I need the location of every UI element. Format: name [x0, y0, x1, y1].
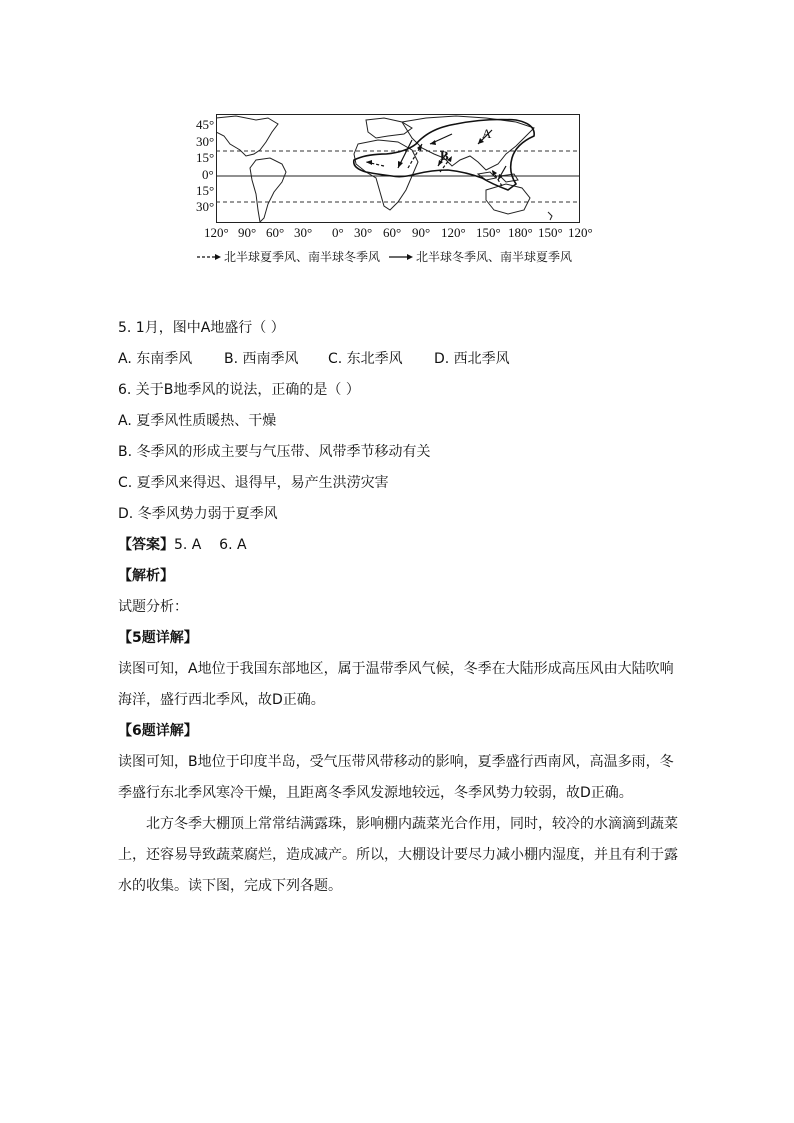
q6-analysis-heading: 【6题详解】	[118, 723, 198, 739]
question-6-option-d: D. 冬季风势力弱于夏季风	[118, 506, 278, 522]
lon-label: 120°	[441, 225, 466, 240]
lon-label: 150°	[538, 225, 563, 240]
passage-line: 水的收集。读下图，完成下列各题。	[118, 878, 342, 894]
solid-arrow-icon	[388, 252, 414, 262]
question-5-options	[118, 349, 678, 369]
lon-label: 150°	[476, 225, 501, 240]
map-drawing	[216, 114, 581, 224]
analysis-intro: 试题分析：	[118, 599, 188, 615]
question-6-option-c: C. 夏季风来得迟、退得早，易产生洪涝灾害	[118, 475, 389, 491]
answer-line	[118, 535, 678, 555]
question-6-option-b: B. 冬季风的形成主要与气压带、风带季节移动有关	[118, 444, 431, 460]
q6-analysis-line: 读图可知，B地位于印度半岛，受气压带风带移动的影响，夏季盛行西南风，高温多雨，冬	[118, 754, 674, 770]
lon-label: 60°	[266, 225, 285, 240]
question-5: 5. 1月，图中A地盛行（ ）	[118, 320, 285, 336]
lon-label: 120°	[568, 225, 593, 240]
q5-analysis-line: 海洋，盛行西北季风，故D正确。	[118, 692, 325, 708]
lat-label: 30°	[196, 134, 215, 149]
q5-analysis-heading: 【5题详解】	[118, 630, 198, 646]
lon-label: 90°	[238, 225, 257, 240]
passage-line: 上，还容易导致蔬菜腐烂，造成减产。所以，大棚设计要尽力减小棚内湿度，并且有利于露	[118, 847, 678, 863]
lat-label: 15°	[196, 150, 215, 165]
monsoon-map-figure	[186, 110, 596, 270]
lon-label: 180°	[508, 225, 533, 240]
lat-label: 0°	[202, 167, 214, 182]
option-b: B. 西南季风	[224, 351, 299, 367]
lat-label: 30°	[196, 199, 215, 214]
q6-analysis-line: 季盛行东北季风寒冷干燥，且距离冬季风发源地较远，冬季风势力较弱，故D正确。	[118, 785, 633, 801]
lat-label: 15°	[196, 183, 215, 198]
legend-solid-label: 北半球冬季风、南半球夏季风	[416, 250, 573, 264]
option-d: D. 西北季风	[434, 351, 510, 367]
question-6-option-a: A. 夏季风性质暖热、干燥	[118, 413, 277, 429]
analysis-label: 【解析】	[118, 568, 174, 584]
legend-dashed-label: 北半球夏季风、南半球冬季风	[224, 250, 381, 264]
lon-label: 120°	[204, 225, 229, 240]
q5-analysis-line: 读图可知，A地位于我国东部地区，属于温带季风气候，冬季在大陆形成高压风由大陆吹响	[118, 661, 674, 677]
lon-label: 0°	[332, 225, 344, 240]
dashed-arrow-icon	[196, 252, 222, 262]
point-a-label: A	[482, 126, 492, 141]
option-c: C. 东北季风	[328, 351, 403, 367]
answer-label: 【答案】	[118, 537, 174, 553]
passage-line: 北方冬季大棚顶上常常结满露珠，影响棚内蔬菜光合作用，同时，较冷的水滴滴到蔬菜	[146, 816, 678, 832]
answer-value: 5. A 6. A	[174, 537, 247, 553]
lon-label: 60°	[383, 225, 402, 240]
lon-label: 90°	[412, 225, 431, 240]
map-legend	[196, 248, 572, 265]
point-b-label: B	[440, 148, 449, 163]
option-a: A. 东南季风	[118, 351, 193, 367]
question-6: 6. 关于B地季风的说法，正确的是（ ）	[118, 382, 360, 398]
lon-label: 30°	[294, 225, 313, 240]
lon-label: 30°	[354, 225, 373, 240]
lat-label: 45°	[196, 117, 215, 132]
